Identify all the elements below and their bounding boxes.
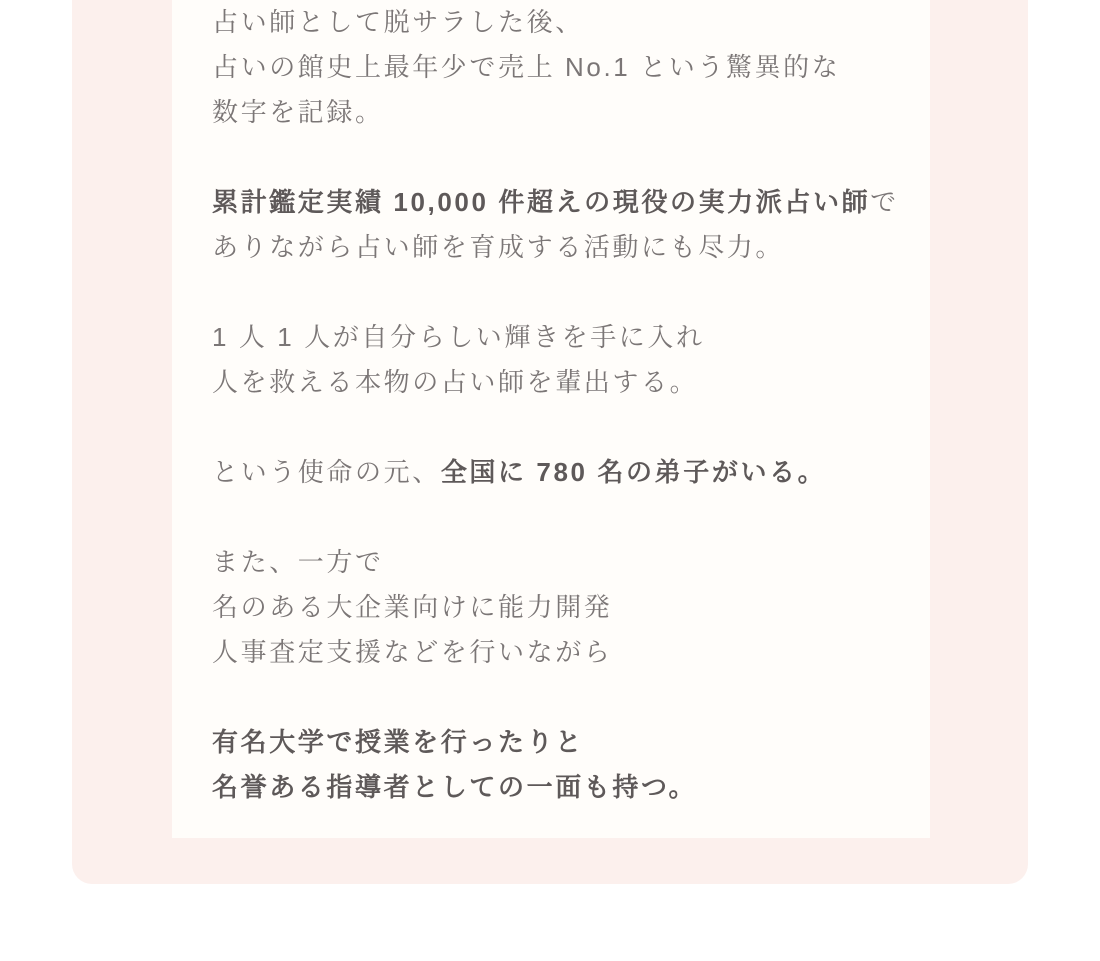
bio-text-run: 名のある大企業向けに能力開発 xyxy=(212,592,613,622)
bio-text-run: で xyxy=(870,187,899,217)
paragraph xyxy=(212,180,930,270)
paragraph xyxy=(212,720,930,810)
bio-text-run: という使命の元、 xyxy=(212,457,441,487)
profile-text-panel xyxy=(172,0,930,838)
bio-text-bold-run: 全国に 780 名の弟子がいる。 xyxy=(440,457,827,487)
bio-text-bold-run: 有名大学で授業を行ったりと xyxy=(212,727,584,757)
bio-text-bold-run: 名誉ある指導者としての一面も持つ。 xyxy=(212,772,698,802)
bio-text-run: 占いの館史上最年少で売上 No.1 という驚異的な xyxy=(212,52,841,82)
bio-text-run: 数字を記録。 xyxy=(212,97,384,127)
bio-text-run: また、一方で xyxy=(212,547,384,577)
paragraph xyxy=(212,540,930,675)
paragraph xyxy=(212,0,930,135)
bio-text-run: 1 人 1 人が自分らしい輝きを手に入れ xyxy=(212,322,705,352)
paragraph xyxy=(212,450,930,495)
bio-text-run: 人を救える本物の占い師を輩出する。 xyxy=(212,367,699,397)
bio-text xyxy=(212,0,930,810)
bio-text-run: 人事査定支援などを行いながら xyxy=(212,637,613,667)
paragraph xyxy=(212,315,930,405)
bio-text-bold-run: 累計鑑定実績 10,000 件超えの現役の実力派占い師 xyxy=(212,187,871,217)
bio-text-run: ありながら占い師を育成する活動にも尽力。 xyxy=(212,232,785,262)
bio-text-run: 占い師として脱サラした後、 xyxy=(212,7,584,37)
profile-card xyxy=(72,0,1028,884)
